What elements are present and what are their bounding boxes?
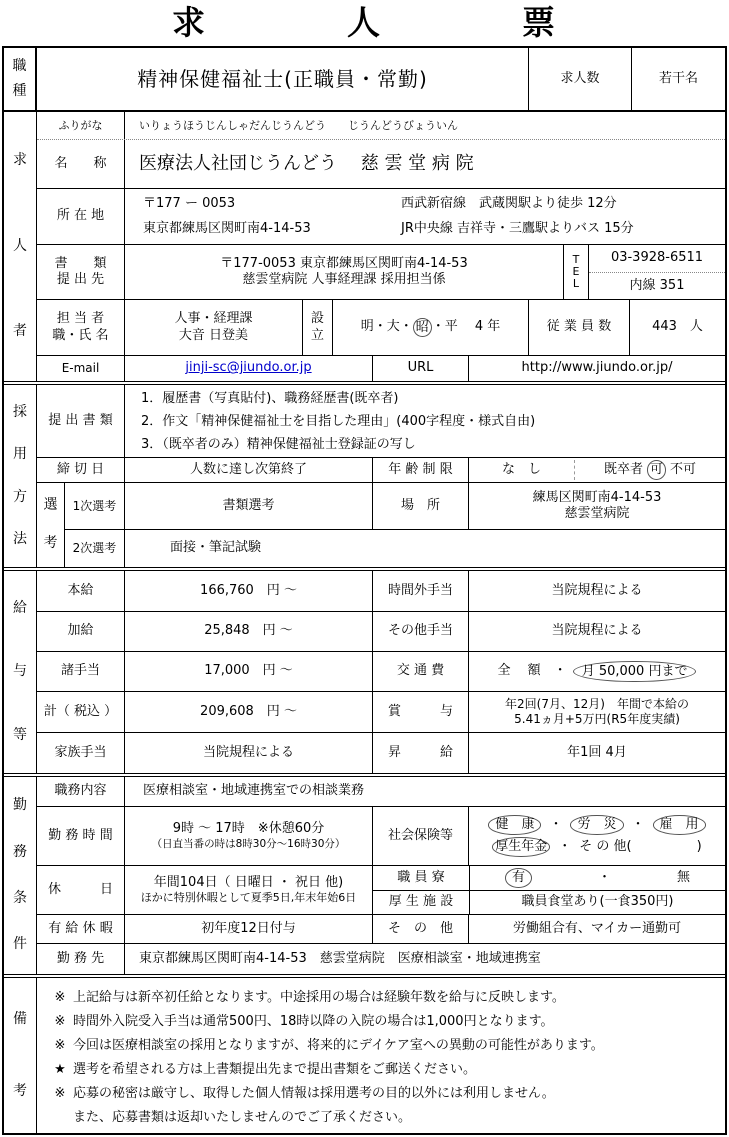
note-mark: ※ (54, 1014, 66, 1029)
section-char: 人 (13, 237, 27, 254)
section-label-kyujinsha (4, 112, 36, 381)
duty-label: 職務内容 (54, 783, 107, 799)
email-label: E-mail (61, 361, 100, 375)
hours-main: 9時 ～ 17時 ※休憩60分 (172, 821, 325, 837)
hours-note: （日直当番の時は8時30分～16時30分） (151, 837, 346, 850)
postal-code: 〒177 ー 0053 (143, 196, 236, 212)
section-kyuyo (4, 567, 725, 773)
note-item (47, 1034, 717, 1058)
era-selected-circle: 昭 (413, 318, 432, 338)
holiday-note: ほかに特別休暇として夏季5日,年末年始6日 (140, 891, 357, 905)
dorm-label: 職 員 寮 (397, 869, 445, 885)
job-title: 精神保健福祉士(正職員・常勤) (36, 48, 528, 110)
contact-label-line: 担 当 者 (56, 311, 105, 327)
contact-label-line: 職・氏 名 (52, 327, 109, 343)
hours-value (124, 807, 372, 865)
tel-value: 03-3928-6511 (589, 245, 725, 273)
row-paid-leave (37, 914, 725, 943)
row-submit-to (37, 244, 725, 299)
insurance-accident-circle: 労 災 (570, 815, 623, 835)
page-title: 求 人 票 (172, 3, 557, 43)
section-char: 種 (12, 82, 27, 99)
graduate-label: 既卒者 (603, 461, 643, 477)
section-label-biko (4, 978, 36, 1134)
section-char: 備 (13, 1011, 27, 1028)
era-options: 明・大・ (360, 319, 413, 335)
tel-extension: 内線 351 (629, 277, 685, 293)
section-kinmu (4, 773, 725, 974)
hours-label: 勤 務 時 間 (48, 827, 113, 843)
email-link[interactable]: jinji-sc@jiundo.or.jp (185, 360, 312, 376)
street-address: 東京都練馬区関町南4-14-53 (143, 220, 311, 236)
misc-label: そ の 他 (372, 915, 468, 943)
section-char: 採 (13, 403, 27, 420)
separator-dot: ・ (549, 817, 563, 833)
holiday-label: 休 日 (47, 881, 113, 897)
separator-dot: ・ (597, 869, 611, 885)
separator-dot: ・ (631, 817, 645, 833)
commute-label: 交 通 費 (372, 652, 468, 691)
tel-char: L (572, 277, 580, 291)
note-mark: ★ (54, 1062, 66, 1077)
section-char: 勤 (13, 797, 27, 814)
section-char: 件 (13, 936, 27, 953)
additional-pay-label: 加給 (67, 623, 94, 639)
senko1-value: 書類選考 (124, 483, 372, 529)
submit-to-label-line: 提 出 先 (56, 272, 105, 287)
senko-char: 考 (43, 535, 58, 552)
contact-value (124, 300, 302, 355)
section-char: 者 (13, 323, 27, 340)
insurance-value (468, 807, 725, 865)
bonus-line: 年2回(7月、12月) 年間で本給の (505, 697, 689, 711)
openings-value: 若干名 (631, 48, 725, 110)
age-grad-cell (468, 458, 725, 482)
section-char: 給 (13, 599, 27, 616)
row-workplace (37, 943, 725, 974)
raise-label: 昇 給 (372, 733, 468, 773)
senko1-label: 1次選考 (72, 498, 117, 513)
note-text: 応募の秘密は厳守し、取得した個人情報は採用選考の目的以外には利用しません。 (73, 1086, 555, 1101)
workplace-label: 勤 務 先 (56, 950, 105, 966)
address-label: 所 在 地 (56, 208, 105, 224)
tel-label (563, 245, 588, 299)
bonus-value (468, 692, 725, 732)
separator-dot: ・ (558, 838, 572, 854)
note-mark (47, 1106, 73, 1130)
insurance-label: 社会保険等 (372, 807, 468, 865)
row-holiday (37, 865, 725, 914)
row-shokushu (4, 48, 725, 110)
holiday-main: 年間104日（ 日曜日 ・ 祝日 他) (153, 875, 344, 890)
submit-address: 〒177-0053 東京都練馬区関町南4-14-53 (220, 255, 468, 271)
note-text: 今回は医療相談室の採用となりますが、将来的にデイケア室への異動の可能性があります。 (73, 1038, 604, 1053)
workplace-value: 東京都練馬区関町南4-14-53 慈雲堂病院 医療相談室・地域連携室 (124, 944, 725, 974)
note-item (47, 1010, 717, 1034)
senko-char: 選 (43, 497, 58, 514)
allowances-label: 諸手当 (60, 663, 100, 679)
note-item (47, 1106, 717, 1130)
founded-value (332, 300, 528, 355)
total-pay-value: 209,608 円 ～ (124, 692, 372, 732)
paid-leave-label: 有 給 休 暇 (48, 920, 113, 936)
access-line: JR中央線 吉祥寺・三鷹駅よりバス 15分 (401, 220, 634, 236)
section-label-kyuyo (4, 571, 36, 773)
section-char: 等 (13, 726, 27, 743)
url-label: URL (372, 356, 468, 381)
deadline-value: 人数に達し次第終了 (124, 458, 372, 482)
row-name (37, 140, 725, 188)
row-additional-pay (37, 611, 725, 651)
name-value: 医療法人社団じうんどう 慈 雲 堂 病 院 (124, 140, 725, 188)
other-allowance-value: 当院規程による (468, 612, 725, 651)
row-base-pay (37, 571, 725, 611)
contact-person: 大音 日登美 (178, 327, 249, 343)
row-hours-insurance (37, 806, 725, 865)
row-deadline (37, 457, 725, 482)
commute-value (468, 652, 725, 691)
form-table (2, 46, 727, 1135)
contact-department: 人事・経理課 (174, 311, 253, 327)
row-documents (37, 385, 725, 457)
section-saiyo (4, 381, 725, 567)
note-item (47, 986, 717, 1010)
document-item: 2．作文「精神保健福祉士を目指した理由」(400字程度・様式自由) (141, 413, 536, 429)
row-duty (37, 777, 725, 806)
submit-department: 慈雲堂病院 人事経理課 採用担当係 (242, 272, 446, 287)
base-pay-value: 166,760 円 ～ (124, 571, 372, 611)
employees-label: 従 業 員 数 (528, 300, 629, 355)
employees-value: 443 人 (629, 300, 725, 355)
document-item: 3．（既卒者のみ）精神保健福祉士登録証の写し (141, 436, 416, 452)
row-contact (37, 299, 725, 355)
senko2-label: 2次選考 (72, 541, 117, 555)
duty-value: 医療相談室・地域連携室での相談業務 (124, 777, 725, 806)
place-value (468, 483, 725, 529)
note-mark: ※ (54, 1086, 66, 1101)
insurance-other-option: そ の 他( ) (579, 838, 702, 854)
dorm-no-option: 無 (676, 869, 690, 885)
paid-leave-value: 初年度12日付与 (124, 915, 372, 943)
row-address (37, 188, 725, 244)
documents-label: 提 出 書 類 (48, 412, 113, 428)
commute-full-option: 全 額 ・ (497, 663, 567, 679)
insurance-employment-circle: 雇 用 (653, 815, 706, 835)
note-text: また、応募書類は返却いたしませんのでご了承ください。 (73, 1110, 412, 1125)
section-biko (4, 974, 725, 1134)
misc-value: 労働組合有、マイカー通勤可 (468, 915, 725, 943)
tel-char: T (572, 252, 580, 266)
senko-label (37, 483, 64, 567)
overtime-label: 時間外手当 (372, 571, 468, 611)
place-label: 場 所 (372, 483, 468, 529)
furigana-value: いりょうほうじんしゃだんじうんどう じうんどうびょういん (124, 112, 725, 139)
holiday-value (124, 866, 372, 914)
place-address: 練馬区関町南4-14-53 (532, 489, 662, 505)
dorm-value (469, 866, 725, 890)
row-senko (37, 482, 725, 567)
note-text: 時間外入院受入手当は通常500円、18時以降の入院の場合は1,000円となります。 (73, 1014, 554, 1029)
openings-label: 求人数 (528, 48, 631, 110)
place-hospital: 慈雲堂病院 (564, 506, 630, 521)
section-kyujinsha (4, 110, 725, 381)
additional-pay-value: 25,848 円 ～ (124, 612, 372, 651)
note-item (47, 1082, 717, 1106)
address-block (125, 189, 395, 244)
document-item: 1．履歴書（写真貼付)、職務経歴書(既卒者) (141, 390, 399, 406)
welfare-label: 厚 生 施 設 (388, 894, 454, 910)
submit-to-value (124, 245, 563, 299)
age-limit-value: な し (501, 461, 541, 477)
access-line: 西武新宿線 武蔵関駅より徒歩 12分 (401, 196, 617, 212)
note-mark: ※ (54, 1038, 66, 1053)
age-limit-label: 年 齢 制 限 (372, 458, 468, 482)
note-text: 上記給与は新卒初任給となります。中途採用の場合は経験年数を給与に反映します。 (73, 990, 565, 1005)
contact-label (37, 300, 124, 355)
section-label-shokushu (4, 48, 36, 110)
section-char: 方 (13, 488, 27, 505)
row-total-pay (37, 691, 725, 732)
bonus-line: 5.41ヵ月+5万円(R5年度実績) (514, 712, 680, 726)
section-char: 務 (13, 843, 27, 860)
section-char: 考 (13, 1083, 27, 1100)
row-allowances (37, 651, 725, 691)
base-pay-label: 本給 (67, 582, 94, 598)
section-label-saiyo (4, 385, 36, 567)
senko2-value: 面接・筆記試験 (124, 530, 725, 567)
section-char: 職 (12, 57, 27, 74)
row-furigana (37, 112, 725, 140)
section-char: 条 (13, 889, 27, 906)
deadline-label: 締 切 日 (56, 461, 105, 477)
graduate-eligibility (574, 460, 725, 480)
section-char: 法 (13, 531, 27, 547)
row-senko-1 (65, 483, 725, 529)
commute-selected-circle: 月 50,000 円まで (573, 661, 697, 683)
insurance-pension-circle: 厚生年金 (492, 837, 550, 857)
submit-to-label (37, 245, 124, 299)
note-item (47, 1058, 717, 1082)
family-allowance-value: 当院規程による (124, 733, 372, 773)
section-char: 与 (13, 663, 27, 680)
notes-list (36, 978, 725, 1134)
tel-char: E (572, 264, 580, 278)
founded-year: ・平 4 年 (431, 319, 501, 335)
bonus-label: 賞 与 (372, 692, 468, 732)
allowances-value: 17,000 円 ～ (124, 652, 372, 691)
insurance-health-circle: 健 康 (488, 815, 541, 835)
url-value: http://www.jiundo.or.jp/ (468, 356, 725, 381)
submit-to-label-line: 書 類 (54, 255, 107, 271)
founded-char: 設 (310, 311, 324, 327)
section-char: 用 (13, 446, 27, 462)
section-label-kinmu (4, 777, 36, 974)
other-allowance-label: その他手当 (372, 612, 468, 651)
row-welfare (373, 890, 725, 915)
total-pay-label: 計（ 税込 ） (43, 703, 118, 719)
dorm-yes-circle: 有 (505, 868, 532, 888)
note-mark: ※ (54, 990, 66, 1005)
graduate-selected-circle: 可 (647, 460, 666, 480)
row-email-url (37, 355, 725, 381)
name-label: 名 称 (54, 155, 107, 171)
raise-value: 年1回 4月 (468, 733, 725, 773)
welfare-value: 職員食堂あり(一食350円) (469, 891, 725, 915)
founded-label (302, 300, 332, 355)
documents-list (124, 385, 725, 457)
section-char: 求 (13, 152, 27, 169)
row-senko-2 (65, 529, 725, 567)
furigana-label: ふりがな (58, 118, 103, 132)
overtime-value: 当院規程による (468, 571, 725, 611)
access-block (395, 189, 725, 244)
founded-char: 立 (310, 327, 324, 343)
row-dorm (373, 866, 725, 890)
family-allowance-label: 家族手当 (54, 744, 107, 760)
row-family-allowance (37, 732, 725, 773)
note-text: 選考を希望される方は上書類提出先まで提出書類をご郵送ください。 (73, 1062, 477, 1077)
graduate-no-option: 不可 (670, 461, 697, 477)
